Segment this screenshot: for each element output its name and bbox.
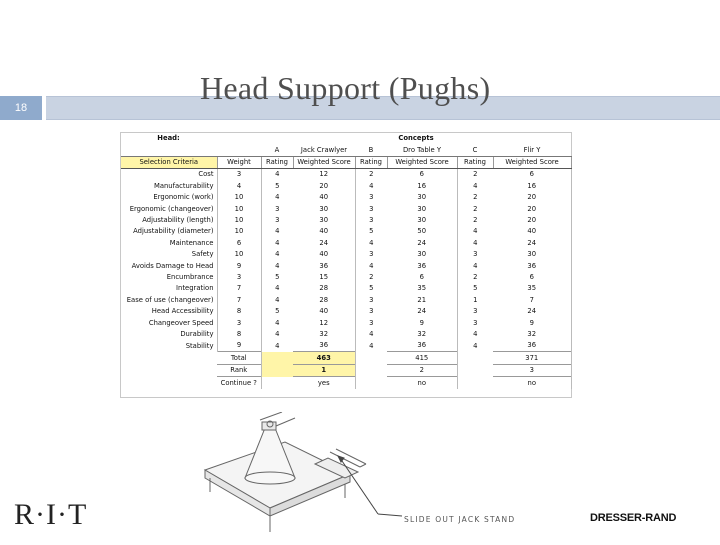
pugh-table (121, 133, 572, 389)
weighted-score-cell: 24 (493, 238, 571, 249)
criteria-cell: Cost (121, 169, 217, 181)
weighted-score-cell: 36 (493, 260, 571, 271)
rating-cell: 4 (473, 181, 478, 190)
weighted-score-cell: 50 (387, 226, 457, 237)
weighted-score-cell: 32 (387, 329, 457, 340)
criteria-cell: Head Accessibility (121, 306, 217, 317)
rating-cell: 4 (275, 193, 280, 202)
weighted-score-cell: 30 (293, 203, 355, 214)
weighted-score-cell: 24 (493, 306, 571, 317)
weighted-score-cell: 32 (493, 329, 571, 340)
criteria-cell: Adjustability (diameter) (121, 226, 217, 237)
weight-cell: 8 (217, 306, 261, 317)
rating-cell: 4 (275, 250, 280, 259)
total-label: Total (217, 352, 261, 364)
weighted-score-cell: 7 (493, 294, 571, 305)
rating-cell: 3 (369, 193, 374, 202)
col-header-rating: Rating (457, 156, 493, 168)
rank-value: 1 (293, 364, 355, 376)
rating-cell: 2 (473, 204, 478, 213)
col-header-criteria: Selection Criteria (121, 156, 217, 168)
table-row (121, 340, 571, 352)
rating-cell: 4 (275, 318, 280, 327)
rating-cell: 2 (369, 170, 374, 179)
criteria-cell: Stability (121, 340, 217, 352)
weighted-score-cell: 28 (293, 283, 355, 294)
rating-cell: 1 (473, 295, 478, 304)
rating-cell: 4 (369, 181, 374, 190)
rating-cell: 5 (473, 284, 478, 293)
rating-cell: 4 (275, 341, 280, 350)
weighted-score-cell: 40 (293, 192, 355, 203)
continue-spacer (261, 377, 293, 389)
footer-spacer (121, 352, 217, 364)
col-header-weighted: Weighted Score (293, 156, 355, 168)
weight-cell: 10 (217, 203, 261, 214)
criteria-cell: Integration (121, 283, 217, 294)
criteria-cell: Encumbrance (121, 272, 217, 283)
rank-value: 3 (493, 364, 571, 376)
rating-cell: 4 (275, 261, 280, 270)
total-value: 463 (293, 352, 355, 364)
rating-cell: 5 (275, 307, 280, 316)
rating-cell: 3 (369, 204, 374, 213)
weighted-score-cell: 9 (493, 317, 571, 328)
rating-cell: 3 (275, 204, 280, 213)
col-header-rating: Rating (355, 156, 387, 168)
rating-cell: 2 (473, 170, 478, 179)
weighted-score-cell: 30 (387, 215, 457, 226)
criteria-cell: Safety (121, 249, 217, 260)
rating-cell: 3 (369, 318, 374, 327)
criteria-cell: Avoids Damage to Head (121, 260, 217, 271)
weighted-score-cell: 36 (293, 260, 355, 271)
weighted-score-cell: 40 (293, 226, 355, 237)
criteria-cell: Changeover Speed (121, 317, 217, 328)
weighted-score-cell: 40 (493, 226, 571, 237)
rating-cell: 4 (275, 295, 280, 304)
rating-cell: 3 (369, 295, 374, 304)
criteria-cell: Manufacturability (121, 181, 217, 192)
weight-cell: 3 (217, 169, 261, 181)
table-row (121, 283, 571, 294)
pugh-matrix (120, 132, 572, 398)
weighted-score-cell: 15 (293, 272, 355, 283)
rating-cell: 4 (275, 227, 280, 236)
concept-b-name: Dro Table Y (387, 144, 457, 156)
weighted-score-cell: 16 (493, 181, 571, 192)
rank-spacer (261, 364, 293, 376)
weighted-score-cell: 24 (387, 306, 457, 317)
rating-cell: 3 (473, 318, 478, 327)
table-row (121, 249, 571, 260)
weighted-score-cell: 21 (387, 294, 457, 305)
rating-cell: 5 (369, 227, 374, 236)
rating-cell: 3 (369, 250, 374, 259)
table-row (121, 169, 571, 181)
rit-logo: R·I·T (14, 498, 88, 531)
concept-b-letter: B (355, 144, 387, 156)
weighted-score-cell: 12 (293, 169, 355, 181)
weighted-score-cell: 6 (493, 272, 571, 283)
slide-title: Head Support (Pughs) (200, 70, 491, 106)
rank-spacer (355, 364, 387, 376)
footer-row-rank (121, 364, 571, 376)
table-row (121, 329, 571, 340)
table-row (121, 306, 571, 317)
continue-value: no (493, 377, 571, 389)
rating-cell: 2 (473, 193, 478, 202)
table-row (121, 215, 571, 226)
head-label: Head: (157, 134, 180, 143)
weighted-score-cell: 28 (293, 294, 355, 305)
rating-cell: 4 (473, 238, 478, 247)
concept-c-name: Flir Y (493, 144, 571, 156)
concept-c-letter: C (457, 144, 493, 156)
rank-label: Rank (217, 364, 261, 376)
weighted-score-cell: 16 (387, 181, 457, 192)
weighted-score-cell: 32 (293, 329, 355, 340)
criteria-cell: Ease of use (changeover) (121, 294, 217, 305)
drawing-callout: SLIDE OUT JACK STAND (404, 515, 516, 524)
weight-cell: 10 (217, 226, 261, 237)
rating-cell: 4 (369, 341, 374, 350)
rating-cell: 4 (275, 238, 280, 247)
continue-label: Continue ? (217, 377, 261, 389)
criteria-cell: Durability (121, 329, 217, 340)
rating-cell: 4 (275, 170, 280, 179)
table-row (121, 226, 571, 237)
rating-cell: 4 (369, 238, 374, 247)
weighted-score-cell: 24 (387, 238, 457, 249)
continue-spacer (457, 377, 493, 389)
table-row (121, 203, 571, 214)
criteria-cell: Adjustability (length) (121, 215, 217, 226)
weight-cell: 7 (217, 283, 261, 294)
total-value: 415 (387, 352, 457, 364)
weight-cell: 3 (217, 317, 261, 328)
weight-cell: 9 (217, 260, 261, 271)
rating-cell: 5 (275, 272, 280, 281)
criteria-cell: Ergonomic (changeover) (121, 203, 217, 214)
weighted-score-cell: 20 (493, 215, 571, 226)
total-value: 371 (493, 352, 571, 364)
total-spacer (355, 352, 387, 364)
weight-cell: 9 (217, 340, 261, 352)
table-row (121, 181, 571, 192)
rating-cell: 4 (275, 284, 280, 293)
weighted-score-cell: 9 (387, 317, 457, 328)
col-header-weighted: Weighted Score (387, 156, 457, 168)
weighted-score-cell: 30 (387, 203, 457, 214)
footer-row-total (121, 352, 571, 364)
weight-cell: 10 (217, 215, 261, 226)
weighted-score-cell: 40 (293, 306, 355, 317)
rating-cell: 3 (369, 307, 374, 316)
weighted-score-cell: 36 (293, 340, 355, 352)
weighted-score-cell: 20 (293, 181, 355, 192)
weighted-score-cell: 30 (293, 215, 355, 226)
continue-spacer (355, 377, 387, 389)
weight-cell: 4 (217, 181, 261, 192)
rating-cell: 4 (369, 261, 374, 270)
rating-cell: 3 (275, 216, 280, 225)
rating-cell: 2 (473, 216, 478, 225)
rating-cell: 4 (473, 329, 478, 338)
weight-cell: 10 (217, 192, 261, 203)
weighted-score-cell: 36 (493, 340, 571, 352)
footer-spacer (121, 364, 217, 376)
table-row (121, 317, 571, 328)
footer-spacer (121, 377, 217, 389)
rating-cell: 3 (473, 307, 478, 316)
rating-cell: 3 (369, 216, 374, 225)
weighted-score-cell: 6 (387, 272, 457, 283)
footer-row-continue (121, 377, 571, 389)
weighted-score-cell: 40 (293, 249, 355, 260)
weighted-score-cell: 24 (293, 238, 355, 249)
total-spacer (457, 352, 493, 364)
concept-a-name: Jack Crawlyer (293, 144, 355, 156)
rating-cell: 4 (275, 329, 280, 338)
weight-cell: 8 (217, 329, 261, 340)
col-header-rating: Rating (261, 156, 293, 168)
weight-cell: 6 (217, 238, 261, 249)
weighted-score-cell: 30 (387, 192, 457, 203)
table-row (121, 260, 571, 271)
weighted-score-cell: 20 (493, 203, 571, 214)
slide-number-badge (0, 96, 42, 120)
weighted-score-cell: 36 (387, 260, 457, 271)
criteria-cell: Ergonomic (work) (121, 192, 217, 203)
weight-cell: 10 (217, 249, 261, 260)
weighted-score-cell: 35 (387, 283, 457, 294)
weighted-score-cell: 6 (387, 169, 457, 181)
concept-a-letter: A (261, 144, 293, 156)
rank-value: 2 (387, 364, 457, 376)
rating-cell: 4 (473, 227, 478, 236)
continue-value: no (387, 377, 457, 389)
rating-cell: 3 (473, 250, 478, 259)
table-row (121, 272, 571, 283)
rating-cell: 5 (275, 181, 280, 190)
criteria-cell: Maintenance (121, 238, 217, 249)
dresser-rand-logo: DRESSER-RAND (590, 512, 677, 524)
table-row (121, 192, 571, 203)
weighted-score-cell: 20 (493, 192, 571, 203)
rating-cell: 2 (473, 272, 478, 281)
weighted-score-cell: 30 (387, 249, 457, 260)
weighted-score-cell: 6 (493, 169, 571, 181)
concepts-label: Concepts (398, 134, 434, 143)
weighted-score-cell: 35 (493, 283, 571, 294)
col-header-weight: Weight (217, 156, 261, 168)
weighted-score-cell: 30 (493, 249, 571, 260)
total-spacer (261, 352, 293, 364)
weight-cell: 7 (217, 294, 261, 305)
col-header-weighted: Weighted Score (493, 156, 571, 168)
weighted-score-cell: 12 (293, 317, 355, 328)
weighted-score-cell: 36 (387, 340, 457, 352)
table-row (121, 238, 571, 249)
rating-cell: 2 (369, 272, 374, 281)
continue-value: yes (293, 377, 355, 389)
weight-cell: 3 (217, 272, 261, 283)
rating-cell: 4 (473, 341, 478, 350)
table-row (121, 294, 571, 305)
rating-cell: 4 (473, 261, 478, 270)
rank-spacer (457, 364, 493, 376)
rating-cell: 5 (369, 284, 374, 293)
slide-number: 18 (14, 102, 28, 114)
rating-cell: 4 (369, 329, 374, 338)
